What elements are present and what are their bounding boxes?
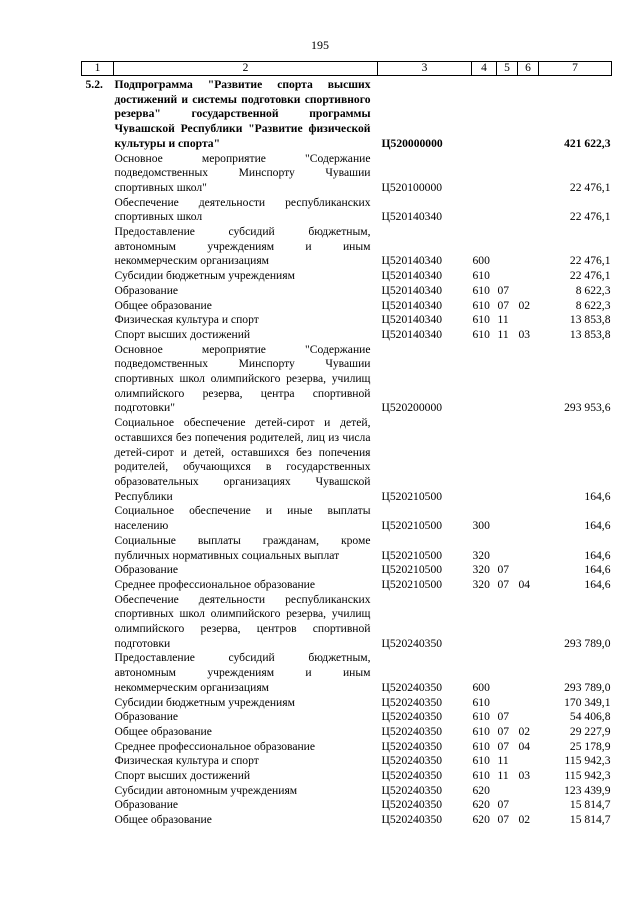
row-expense-type: 620 <box>472 813 490 827</box>
table-row <box>82 784 612 799</box>
row-section: 11 <box>497 754 509 768</box>
budget-table <box>81 61 612 828</box>
row-name: Подпрограмма "Развитие спорта высших достижений и системы подготовки спортивного резерва" государственной программы Чувашской Республики "Развитие физической культуры и спорта" <box>114 78 371 150</box>
row-code: Ц520140340 <box>381 283 443 297</box>
row-section: 11 <box>497 327 509 341</box>
row-subsection <box>518 563 539 578</box>
row-subsection <box>518 225 539 269</box>
row-expense-type: 610 <box>472 327 490 341</box>
row-name: Общее образование <box>114 813 212 827</box>
row-amount: 164,6 <box>584 563 611 577</box>
row-expense-type: 620 <box>472 798 490 812</box>
header-col-2: 2 <box>114 62 378 76</box>
row-number <box>82 798 114 813</box>
row-section <box>497 196 518 225</box>
table-row <box>82 769 612 784</box>
row-section <box>497 784 518 799</box>
row-expense-type: 600 <box>472 254 490 268</box>
row-code: Ц520210500 <box>381 563 443 577</box>
row-name: Предоставление субсидий бюджетным, автономным учреждениям и иным некоммерческим организациям <box>114 225 371 268</box>
row-name: Образование <box>114 563 179 577</box>
row-code: Ц520140340 <box>381 269 443 283</box>
row-number <box>82 313 114 328</box>
row-amount: 22 476,1 <box>569 210 611 224</box>
row-number <box>82 754 114 769</box>
row-section: 11 <box>497 769 509 783</box>
row-code: Ц520240350 <box>381 724 443 738</box>
row-expense-type: 320 <box>472 577 490 591</box>
row-subsection <box>518 152 539 196</box>
row-number <box>82 299 114 314</box>
row-expense-type: 320 <box>472 548 490 562</box>
table-row <box>82 313 612 328</box>
row-name: Основное мероприятие "Содержание подведомственных Минспорту Чувашии спортивных школ" <box>114 151 371 194</box>
row-subsection <box>518 593 539 652</box>
row-expense-type <box>472 593 497 652</box>
row-expense-type: 300 <box>472 519 490 533</box>
row-expense-type <box>472 76 497 152</box>
page-number: 195 <box>311 38 329 52</box>
row-name: Спорт высших достижений <box>114 327 251 341</box>
row-code: Ц520140340 <box>381 210 443 224</box>
row-subsection: 02 <box>518 724 531 738</box>
table-header <box>82 62 612 76</box>
row-subsection <box>518 416 539 504</box>
row-name: Общее образование <box>114 724 212 738</box>
header-col-4: 4 <box>472 62 497 76</box>
row-name: Субсидии бюджетным учреждениям <box>114 269 295 283</box>
row-section <box>497 416 518 504</box>
row-section <box>497 76 518 152</box>
row-section: 07 <box>497 563 510 577</box>
row-subsection <box>518 313 539 328</box>
row-code: Ц520240350 <box>381 783 443 797</box>
row-expense-type: 610 <box>472 269 490 283</box>
row-number: 5.2. <box>85 78 103 91</box>
row-number <box>82 152 114 196</box>
row-code: Ц520200000 <box>381 401 443 415</box>
row-name: Основное мероприятие "Содержание подведомственных Минспорту Чувашии спортивных школ олимпийского резерва, училищ олимпийского резерва, центра спортивной подготовки" <box>114 342 371 415</box>
row-section: 11 <box>497 313 509 327</box>
row-amount: 29 227,9 <box>569 724 611 738</box>
row-amount: 13 853,8 <box>569 313 611 327</box>
row-code: Ц520140340 <box>381 327 443 341</box>
row-name: Социальное обеспечение детей-сирот и детей, оставшихся без попечения родителей, лиц из числа детей-сирот и детей, оставшихся без попечения родителей, обучающихся в государственных образовательных организациях Чувашской Республики <box>114 416 371 503</box>
row-subsection <box>518 696 539 711</box>
table-row <box>82 534 612 563</box>
row-number <box>82 813 114 828</box>
row-amount: 164,6 <box>584 548 611 562</box>
table-row <box>82 328 612 343</box>
row-code: Ц520140340 <box>381 298 443 312</box>
row-subsection <box>518 343 539 417</box>
row-name: Среднее профессиональное образование <box>114 739 316 753</box>
row-code: Ц520240350 <box>381 636 443 650</box>
row-number <box>82 740 114 755</box>
table-row <box>82 504 612 533</box>
row-code: Ц520240350 <box>381 798 443 812</box>
table-row <box>82 563 612 578</box>
row-section: 07 <box>497 798 510 812</box>
table-row <box>82 593 612 652</box>
row-subsection <box>518 710 539 725</box>
row-section: 07 <box>497 577 510 591</box>
row-number <box>82 269 114 284</box>
row-name: Обеспечение деятельности республиканских спортивных школ олимпийского резерва, училищ олимпийского резерва, центров спортивной подготовки <box>114 592 371 650</box>
row-section <box>497 152 518 196</box>
row-subsection <box>518 284 539 299</box>
row-expense-type: 610 <box>472 695 490 709</box>
header-col-1: 1 <box>82 62 114 76</box>
row-number <box>82 563 114 578</box>
row-section: 07 <box>497 283 510 297</box>
table-row <box>82 269 612 284</box>
row-subsection <box>518 784 539 799</box>
row-number <box>82 343 114 417</box>
row-expense-type: 620 <box>472 783 490 797</box>
row-amount: 15 814,7 <box>569 798 611 812</box>
row-amount: 293 789,0 <box>564 636 611 650</box>
table-row <box>82 754 612 769</box>
row-expense-type: 600 <box>472 680 490 694</box>
row-amount: 25 178,9 <box>569 739 611 753</box>
row-amount: 54 406,8 <box>569 710 611 724</box>
row-code: Ц520240350 <box>381 710 443 724</box>
row-subsection <box>518 269 539 284</box>
row-amount: 164,6 <box>584 489 611 503</box>
row-code: Ц520210500 <box>381 548 443 562</box>
row-code: Ц520240350 <box>381 813 443 827</box>
table-body <box>82 76 612 828</box>
row-name: Физическая культура и спорт <box>114 754 259 768</box>
row-number <box>82 696 114 711</box>
row-expense-type <box>472 416 497 504</box>
row-subsection: 03 <box>518 327 531 341</box>
table-row <box>82 725 612 740</box>
row-number <box>82 651 114 695</box>
row-amount: 13 853,8 <box>569 327 611 341</box>
header-col-5: 5 <box>497 62 518 76</box>
row-expense-type: 610 <box>472 710 490 724</box>
row-name: Образование <box>114 283 179 297</box>
row-amount: 293 953,6 <box>564 401 611 415</box>
row-number <box>82 769 114 784</box>
table-row <box>82 152 612 196</box>
row-expense-type: 610 <box>472 754 490 768</box>
row-expense-type: 610 <box>472 298 490 312</box>
row-amount: 170 349,1 <box>564 695 611 709</box>
row-amount: 8 622,3 <box>575 283 611 297</box>
row-amount: 22 476,1 <box>569 254 611 268</box>
row-code: Ц520210500 <box>381 489 443 503</box>
row-number <box>82 784 114 799</box>
row-expense-type: 610 <box>472 313 490 327</box>
row-section <box>497 225 518 269</box>
row-code: Ц520240350 <box>381 739 443 753</box>
row-section <box>497 593 518 652</box>
row-section: 07 <box>497 298 510 312</box>
row-name: Предоставление субсидий бюджетным, автономным учреждениям и иным некоммерческим организациям <box>114 651 371 694</box>
row-amount: 15 814,7 <box>569 813 611 827</box>
row-section <box>497 504 518 533</box>
table-row <box>82 798 612 813</box>
row-number <box>82 725 114 740</box>
row-subsection: 03 <box>518 769 531 783</box>
row-section: 07 <box>497 739 510 753</box>
row-name: Социальное обеспечение и иные выплаты населению <box>114 504 371 533</box>
row-number <box>82 196 114 225</box>
row-amount: 115 942,3 <box>564 754 611 768</box>
row-name: Субсидии автономным учреждениям <box>114 783 298 797</box>
table-row <box>82 225 612 269</box>
table-row <box>82 284 612 299</box>
row-amount: 115 942,3 <box>564 769 611 783</box>
header-col-6: 6 <box>518 62 539 76</box>
row-subsection: 04 <box>518 739 531 753</box>
row-name: Спорт высших достижений <box>114 769 251 783</box>
row-code: Ц520240350 <box>381 695 443 709</box>
row-amount: 22 476,1 <box>569 180 611 194</box>
row-expense-type: 320 <box>472 563 490 577</box>
row-section <box>497 696 518 711</box>
table-row <box>82 343 612 417</box>
table-row <box>82 416 612 504</box>
header-row <box>82 62 612 76</box>
table-row <box>82 578 612 593</box>
row-name: Социальные выплаты гражданам, кроме публичных нормативных социальных выплат <box>114 533 371 562</box>
row-subsection <box>518 76 539 152</box>
row-section <box>497 343 518 417</box>
table-row <box>82 740 612 755</box>
row-amount: 123 439,9 <box>564 783 611 797</box>
table-row <box>82 696 612 711</box>
row-number <box>82 284 114 299</box>
row-expense-type: 610 <box>472 724 490 738</box>
row-code: Ц520210500 <box>381 519 443 533</box>
row-amount: 22 476,1 <box>569 269 611 283</box>
row-subsection <box>518 651 539 695</box>
row-code: Ц520210500 <box>381 577 443 591</box>
row-expense-type <box>472 196 497 225</box>
row-number <box>82 328 114 343</box>
row-subsection <box>518 754 539 769</box>
table-row <box>82 299 612 314</box>
row-number <box>82 504 114 533</box>
row-expense-type <box>472 152 497 196</box>
row-number <box>82 534 114 563</box>
table-row <box>82 813 612 828</box>
row-expense-type: 610 <box>472 769 490 783</box>
table-row <box>82 196 612 225</box>
row-amount: 293 789,0 <box>564 680 611 694</box>
row-code: Ц520240350 <box>381 769 443 783</box>
row-subsection: 02 <box>518 813 531 827</box>
row-subsection: 04 <box>518 577 531 591</box>
row-amount: 421 622,3 <box>564 136 611 150</box>
row-amount: 164,6 <box>584 519 611 533</box>
row-subsection <box>518 534 539 563</box>
row-name: Обеспечение деятельности республиканских спортивных школ <box>114 195 371 224</box>
row-name: Общее образование <box>114 298 212 312</box>
table-row <box>82 76 612 152</box>
row-code: Ц520140340 <box>381 313 443 327</box>
row-number <box>82 578 114 593</box>
row-section <box>497 269 518 284</box>
row-name: Образование <box>114 798 179 812</box>
row-number <box>82 593 114 652</box>
row-code: Ц520140340 <box>381 254 443 268</box>
row-section: 07 <box>497 710 510 724</box>
row-amount: 8 622,3 <box>575 298 611 312</box>
table-row <box>82 710 612 725</box>
row-name: Среднее профессиональное образование <box>114 577 316 591</box>
row-name: Физическая культура и спорт <box>114 313 259 327</box>
row-section <box>497 651 518 695</box>
row-subsection <box>518 798 539 813</box>
row-code: Ц520000000 <box>381 136 443 150</box>
row-expense-type: 610 <box>472 739 490 753</box>
row-code: Ц520240350 <box>381 754 443 768</box>
row-subsection: 02 <box>518 298 531 312</box>
row-expense-type: 610 <box>472 283 490 297</box>
table-row <box>82 651 612 695</box>
header-col-3: 3 <box>378 62 472 76</box>
row-section <box>497 534 518 563</box>
row-number <box>82 225 114 269</box>
row-code: Ц520240350 <box>381 680 443 694</box>
header-col-7: 7 <box>539 62 612 76</box>
row-subsection <box>518 504 539 533</box>
row-number <box>82 416 114 504</box>
row-code: Ц520100000 <box>381 180 443 194</box>
row-expense-type <box>472 343 497 417</box>
row-section: 07 <box>497 724 510 738</box>
row-subsection <box>518 196 539 225</box>
row-name: Образование <box>114 710 179 724</box>
row-amount: 164,6 <box>584 577 611 591</box>
row-number <box>82 710 114 725</box>
row-name: Субсидии бюджетным учреждениям <box>114 695 295 709</box>
row-section: 07 <box>497 813 510 827</box>
